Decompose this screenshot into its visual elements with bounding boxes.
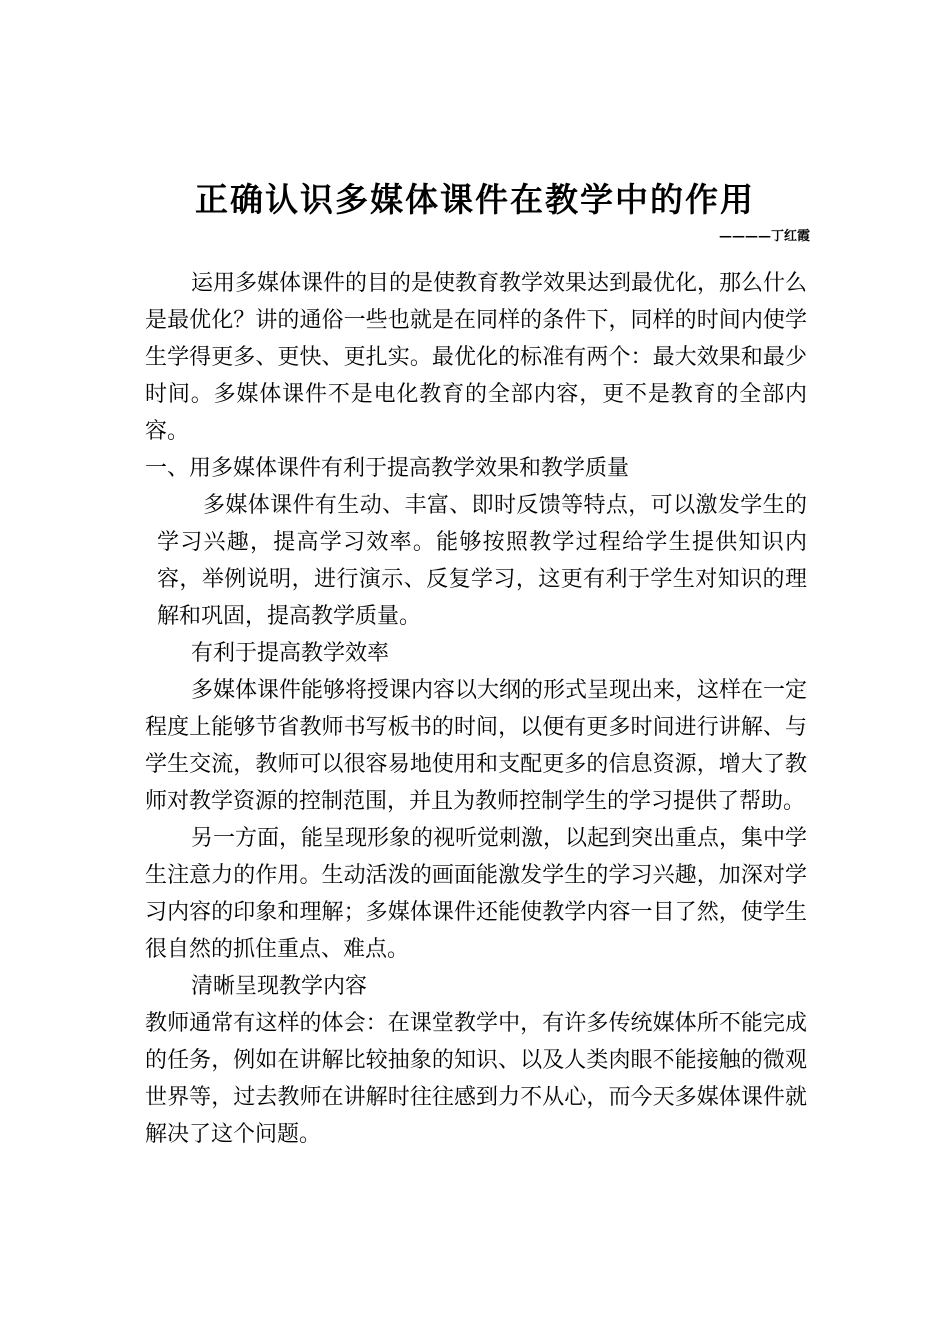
body-paragraph: 多媒体课件能够将授课内容以大纲的形式呈现出来，这样在一定程度上能够节省教师书写板书的时间，以便有更多时间进行讲解、与学生交流，教师可以很容易地使用和支配更多的信息资源，增大了教师对教学资源的控制范围，并且为教师控制学生的学习提供了帮助。 xyxy=(145,678,808,814)
intro-paragraph: 运用多媒体课件的目的是使教育教学效果达到最优化，那么什么是最优化？讲的通俗一些也就是在同样的条件下，同样的时间内使学生学得更多、更快、更扎实。最优化的标准有两个：最大效果和最少时间。多媒体课件不是电化教育的全部内容，更不是教育的全部内容。 xyxy=(145,271,808,444)
subsection-heading: 清晰呈现教学内容 xyxy=(191,974,368,999)
body-paragraph: 教师通常有这样的体会：在课堂教学中，有许多传统媒体所不能完成的任务，例如在讲解比较抽象的知识、以及人类肉眼不能接触的微观世界等，过去教师在讲解时往往感到力不从心，而今天多媒体课件就解决了这个问题。 xyxy=(145,1011,807,1147)
subsection-heading: 有利于提高教学效率 xyxy=(191,641,390,666)
document-title: 正确认识多媒体课件在教学中的作用 xyxy=(195,180,755,219)
body-paragraph: 多媒体课件有生动、丰富、即时反馈等特点，可以激发学生的学习兴趣，提高学习效率。能够按照教学过程给学生提供知识内容，举例说明，进行演示、反复学习，这更有利于学生对知识的理解和巩固，提高教学质量。 xyxy=(157,493,807,629)
document-body xyxy=(145,265,807,1153)
body-paragraph: 另一方面，能呈现形象的视听觉刺激，以起到突出重点，集中学生注意力的作用。生动活泼的画面能激发学生的学习兴趣，加深对学习内容的印象和理解；多媒体课件还能使教学内容一目了然，使学生很自然的抓住重点、难点。 xyxy=(145,826,808,962)
section-heading: 一、用多媒体课件有利于提高教学效果和教学质量 xyxy=(145,456,630,481)
author-byline: ————丁红霞 xyxy=(718,229,810,244)
